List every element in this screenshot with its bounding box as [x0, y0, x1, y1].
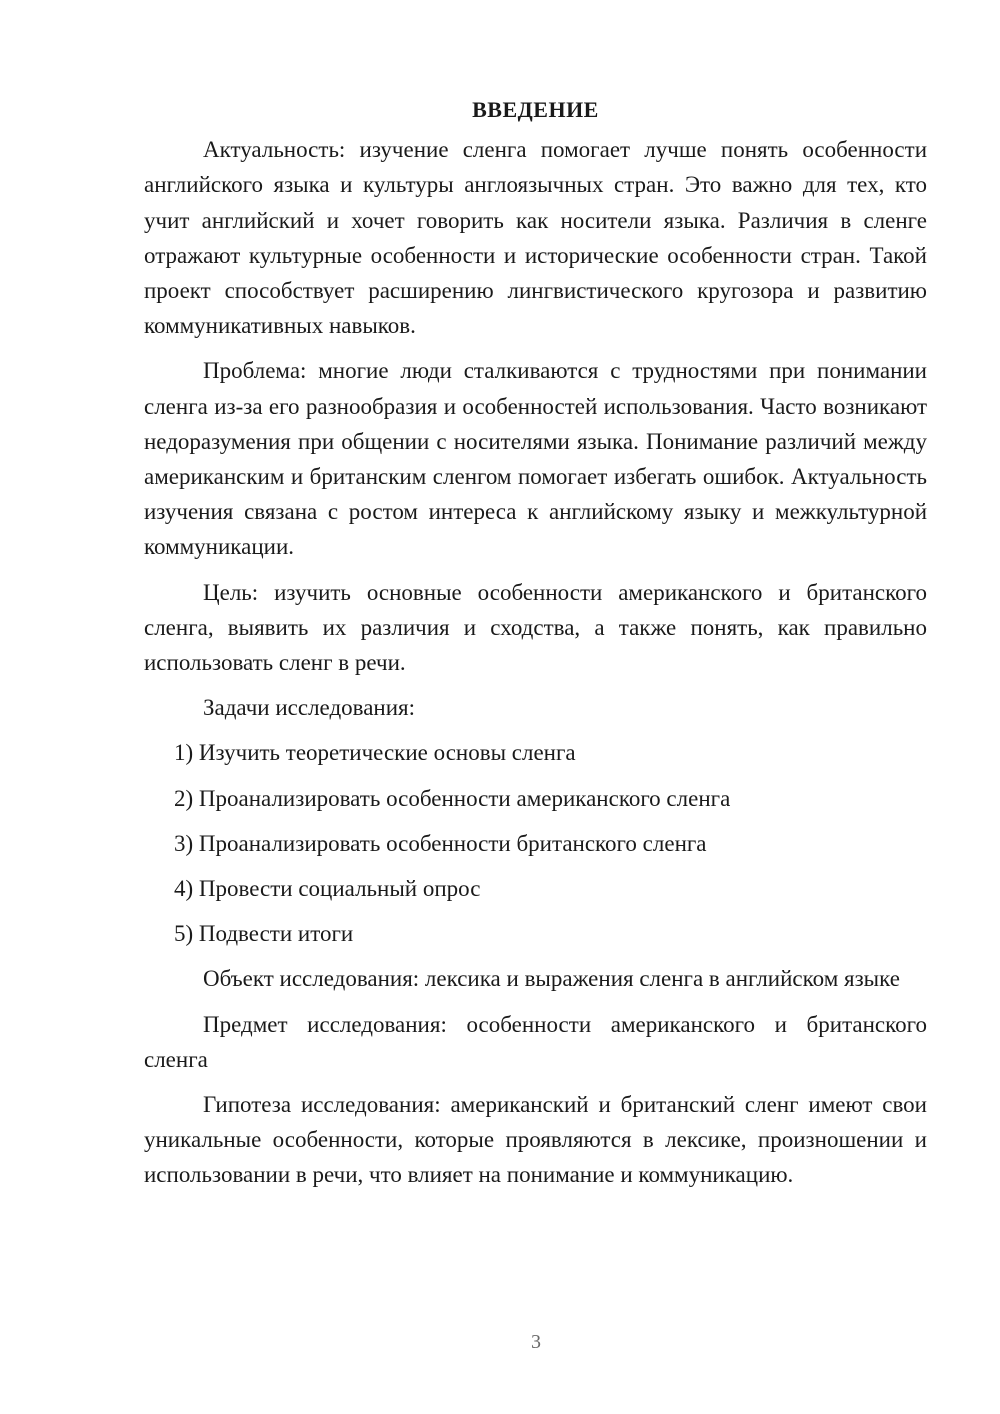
subject-paragraph: Предмет исследования: особенности американского и британского сленга: [144, 1011, 927, 1072]
list-item: 1) Изучить теоретические основы сленга: [174, 740, 576, 766]
page-title: ВВЕДЕНИЕ: [472, 97, 599, 122]
list-item: 2) Проанализировать особенности американского сленга: [174, 785, 731, 811]
page-number: 3: [531, 1331, 541, 1353]
list-item: 3) Проанализировать особенности британского сленга: [174, 830, 707, 856]
document-page: [144, 92, 927, 1203]
tasks-list: [144, 735, 927, 951]
goal-paragraph: Цель: изучить основные особенности американского и британского сленга, выявить их различия и сходства, а также понять, как правильно использовать сленг в речи.: [144, 579, 927, 676]
problem-paragraph: Проблема: многие люди сталкиваются с трудностями при понимании сленга из-за его разнообразия и особенностей использования. Часто возникают недоразумения при общении с носителями языка. Понимание различий между американским и британским сленгом помогает избегать ошибок. Актуальность изучения связана с ростом интереса к английскому языку и межкультурной коммуникации.: [144, 358, 927, 560]
tasks-heading: Задачи исследования:: [203, 695, 416, 721]
hypothesis-paragraph: Гипотеза исследования: американский и британский сленг имеют свои уникальные особенности, которые проявляются в лексике, произношении и использовании в речи, что влияет на понимание и коммуникацию.: [144, 1092, 927, 1188]
object-paragraph: Объект исследования: лексика и выражения сленга в английском языке: [203, 966, 900, 992]
list-item: 5) Подвести итоги: [174, 921, 354, 947]
relevance-paragraph: Актуальность: изучение сленга помогает лучше понять особенности английского языка и культуры англоязычных стран. Это важно для тех, кто учит английский и хочет говорить как носители языка. Различия в сленге отражают культурные особенности и исторические особенности стран. Такой проект способствует расширению лингвистического кругозора и развитию коммуникативных навыков.: [144, 137, 927, 339]
list-item: 4) Провести социальный опрос: [174, 876, 481, 902]
